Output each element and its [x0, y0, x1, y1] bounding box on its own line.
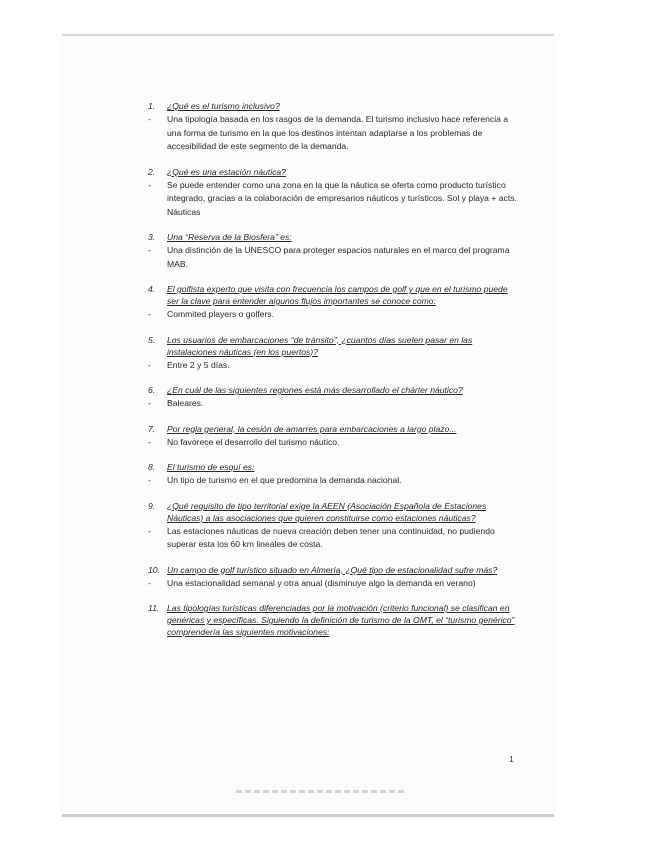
- question-number: 1.: [148, 101, 156, 111]
- answer-marker: -: [148, 359, 151, 370]
- question-text: Los usuarios de embarcaciones “de tránsito”, ¿cuantos días suelen pasar en las instalaciones náuticas (en los puertos)?: [167, 334, 473, 357]
- question-item-10: [148, 564, 518, 591]
- answer-marker: -: [148, 398, 151, 408]
- answer-text: Entre 2 y 5 días.: [167, 359, 230, 370]
- question-number: 7.: [148, 423, 156, 434]
- answer-text: Un tipo de turismo en el que predomina la demanda nacional.: [167, 475, 402, 485]
- question-text: ¿Qué es una estación náutica?: [167, 166, 286, 177]
- question-text: Un campo de golf turístico situado en Almería, ¿Qué tipo de estacionalidad sufre más?: [167, 564, 498, 575]
- answer-marker: -: [148, 179, 151, 190]
- question-text: El turismo de esquí es:: [167, 462, 255, 472]
- question-text: ¿En cuál de las siguientes regiones está más desarrollado el chárter náutico?: [167, 385, 463, 395]
- question-item-4: [148, 283, 518, 322]
- question-number: 10.: [148, 564, 160, 575]
- question-number: 5.: [148, 334, 156, 345]
- question-text: ¿Qué requisito de tipo territorial exige la AEEN (Asociación Española de Estaciones Náuticas) a las asociaciones que quieren constituirse como estaciones náuticas?: [167, 500, 487, 523]
- answer-marker: -: [148, 114, 151, 124]
- answer-text: Se puede entender como una zona en la que la náutica se oferta como producto turístico integrado, gracias a la colaboración de empresarios náuticos y turísticos. Sol y playa + acts. Náuticas: [167, 179, 517, 217]
- question-item-6: [148, 384, 518, 411]
- question-text: Una “Reserva de la Biosfera” es:: [167, 232, 292, 242]
- question-text: El golfista experto que visita con frecuencia los campos de golf y que en el turismo puede ser la clave para entender algunos flujos importantes se conoce como:: [167, 284, 508, 306]
- answer-text: Baleares.: [167, 398, 204, 408]
- question-text: ¿Qué es el turismo inclusivo?: [167, 101, 280, 111]
- answer-marker: -: [148, 436, 151, 447]
- answer-text: Una tipología basada en los rasgos de la demanda. El turismo inclusivo hace referencia a una forma de turismo en la que los destinos intentan adaptarse a los problemas de accesibilidad de este segmento de la demanda.: [167, 114, 509, 151]
- question-item-2: [148, 166, 518, 220]
- question-item-5: [148, 334, 518, 373]
- answer-text: Commited players o golfers.: [167, 309, 274, 319]
- answer-marker: -: [148, 577, 151, 588]
- answer-marker: -: [148, 475, 151, 485]
- question-number: 3.: [148, 232, 156, 242]
- question-number: 4.: [148, 284, 156, 294]
- question-item-3: [148, 231, 518, 271]
- answer-marker: -: [148, 309, 151, 319]
- question-item-9: [148, 500, 518, 552]
- answer-text: Una estacionalidad semanal y otra anual (disminuye algo la demanda en verano): [167, 577, 476, 588]
- answer-text: Una distinción de la UNESCO para proteger espacios naturales en el marco del programa MAB.: [167, 245, 510, 269]
- question-number: 8.: [148, 462, 156, 472]
- footer-smudge: [236, 790, 406, 793]
- question-text: Las tipologías turísticas diferenciadas por la motivación (criterio funcional) se clasifican en genéricas y específicas. Siguiendo la definición de turismo de la OMT, el “turismo genérico” comprendería las siguientes motivaciones:: [167, 603, 515, 637]
- question-list: [148, 100, 518, 650]
- question-item-8: [148, 461, 518, 488]
- question-number: 2.: [148, 166, 156, 177]
- question-text: Por regla general, la cesión de amarres para embarcaciones a largo plazo...: [167, 423, 457, 434]
- page-number: 1: [509, 754, 514, 764]
- question-number: 11.: [148, 603, 160, 613]
- answer-text: No favorece el desarrollo del turismo náutico.: [167, 436, 340, 447]
- answer-marker: -: [148, 525, 151, 536]
- answer-marker: -: [148, 245, 151, 255]
- question-item-11: [148, 602, 518, 638]
- answer-text: Las estaciones náuticas de nueva creación deben tener una continuidad, no pudiendo superar esta los 60 km lineales de costa.: [167, 525, 495, 549]
- question-item-1: [148, 100, 518, 154]
- question-number: 6.: [148, 385, 156, 395]
- question-number: 9.: [148, 500, 156, 511]
- question-item-7: [148, 423, 518, 450]
